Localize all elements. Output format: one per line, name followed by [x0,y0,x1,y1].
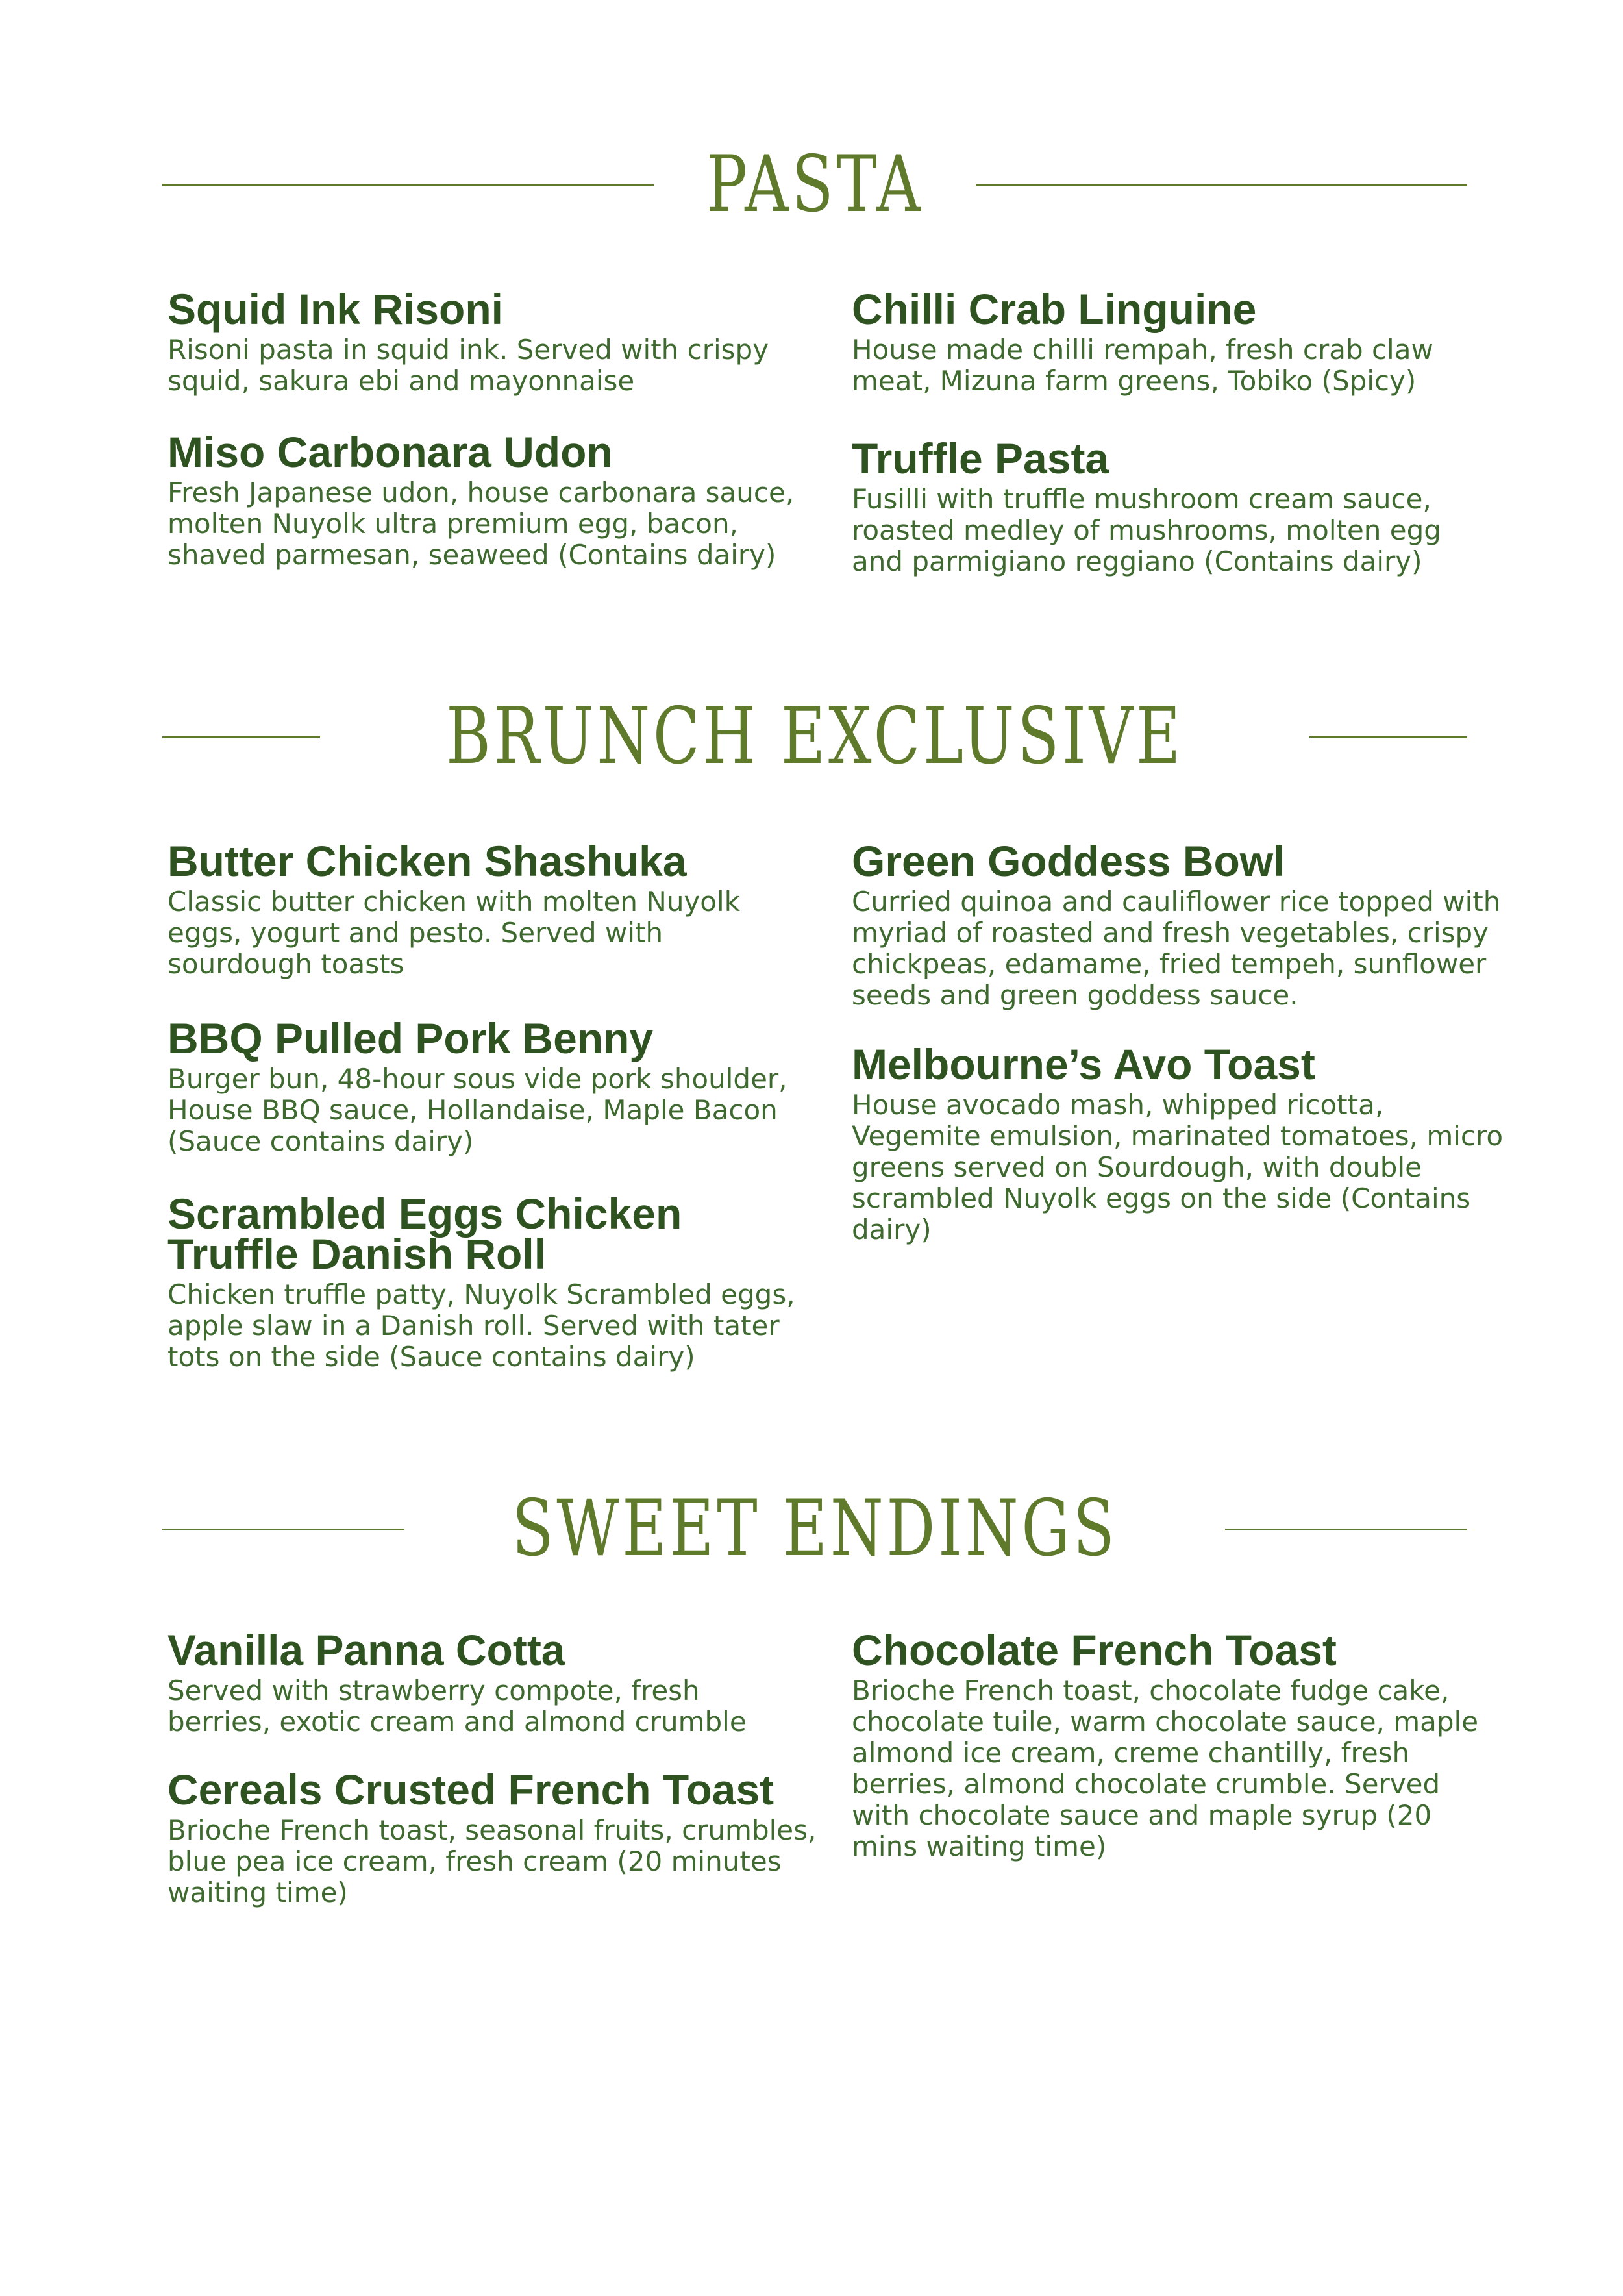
menu-item-description: Fusilli with truffle mushroom cream sauce, roasted medley of mushrooms, molten egg and parmigiano reggiano (Contains dairy) [852,483,1441,577]
menu-item [852,837,1527,1011]
menu-item-description: Classic butter chicken with molten Nuyolk eggs, yogurt and pesto. Served with sourdough toasts [167,886,740,980]
divider-line [162,736,320,738]
menu-item [167,1626,810,1738]
menu-item-name: BBQ Pulled Pork Benny [167,1014,654,1062]
divider-line [162,184,654,186]
menu-item-description: Fresh Japanese udon, house carbonara sauce, molten Nuyolk ultra premium egg, bacon, shaved parmesan, seaweed (Contains dairy) [167,477,795,571]
menu-item-description: Risoni pasta in squid ink. Served with crispy squid, sakura ebi and mayonnaise [167,334,769,397]
menu-item-description: House made chilli rempah, fresh crab claw meat, Mizuna farm greens, Tobiko (Spicy) [852,334,1433,397]
section-header-pasta [162,133,1467,237]
menu-item [852,1040,1514,1245]
menu-item-description: Burger bun, 48-hour sous vide pork shoulder, House BBQ sauce, Hollandaise, Maple Bacon (Sauce contains dairy) [167,1063,787,1157]
menu-item [852,285,1494,397]
menu-item [167,1014,804,1157]
menu-item [167,1766,817,1908]
menu-item-name: Chilli Crab Linguine [852,285,1257,333]
menu-item [852,1626,1501,1862]
menu-item-name: Cereals Crusted French Toast [167,1766,774,1814]
menu-item [167,1190,804,1373]
menu-item-name: Scrambled Eggs Chicken Truffle Danish Roll [167,1190,682,1278]
section-title: SWEET ENDINGS [512,1484,1118,1574]
divider-line [1309,736,1467,738]
menu-item-name: Vanilla Panna Cotta [167,1626,565,1674]
menu-item-description: Brioche French toast, chocolate fudge cake, chocolate tuile, warm chocolate sauce, maple almond ice cream, creme chantilly, fresh berries, almond chocolate crumble. Served with chocolate sauce and maple syrup (20 mins waiting time) [852,1675,1479,1862]
menu-item-name: Miso Carbonara Udon [167,428,613,476]
menu-item [167,428,810,571]
menu-item-description: Served with strawberry compote, fresh berries, exotic cream and almond crumble [167,1675,747,1738]
divider-line [1225,1529,1467,1530]
menu-item-name: Truffle Pasta [852,434,1109,482]
menu-item [167,837,804,980]
section-header-sweet-endings [162,1477,1467,1581]
menu-item [167,285,810,397]
section-title: BRUNCH EXCLUSIVE [446,692,1183,782]
menu-item-name: Melbourne’s Avo Toast [852,1040,1315,1088]
menu-item-name: Green Goddess Bowl [852,837,1285,885]
section-title: PASTA [706,140,924,230]
menu-item-name: Butter Chicken Shashuka [167,837,687,885]
menu-item-description: Brioche French toast, seasonal fruits, crumbles, blue pea ice cream, fresh cream (20 minutes waiting time) [167,1814,817,1908]
menu-item-description: Curried quinoa and cauliflower rice topped with myriad of roasted and fresh vegetables, crispy chickpeas, edamame, fried tempeh, sunflower seeds and green goddess sauce. [852,886,1501,1011]
section-header-brunch-exclusive [162,685,1467,789]
divider-line [162,1529,404,1530]
menu-item-description: Chicken truffle patty, Nuyolk Scrambled eggs, apple slaw in a Danish roll. Served with tater tots on the side (Sauce contains dairy) [167,1279,795,1373]
menu-item-name: Chocolate French Toast [852,1626,1337,1674]
menu-item [852,434,1494,577]
divider-line [976,184,1467,186]
menu-item-description: House avocado mash, whipped ricotta, Vegemite emulsion, marinated tomatoes, micro greens served on Sourdough, with double scrambled Nuyolk eggs on the side (Contains dairy) [852,1089,1504,1245]
menu-item-name: Squid Ink Risoni [167,285,504,333]
